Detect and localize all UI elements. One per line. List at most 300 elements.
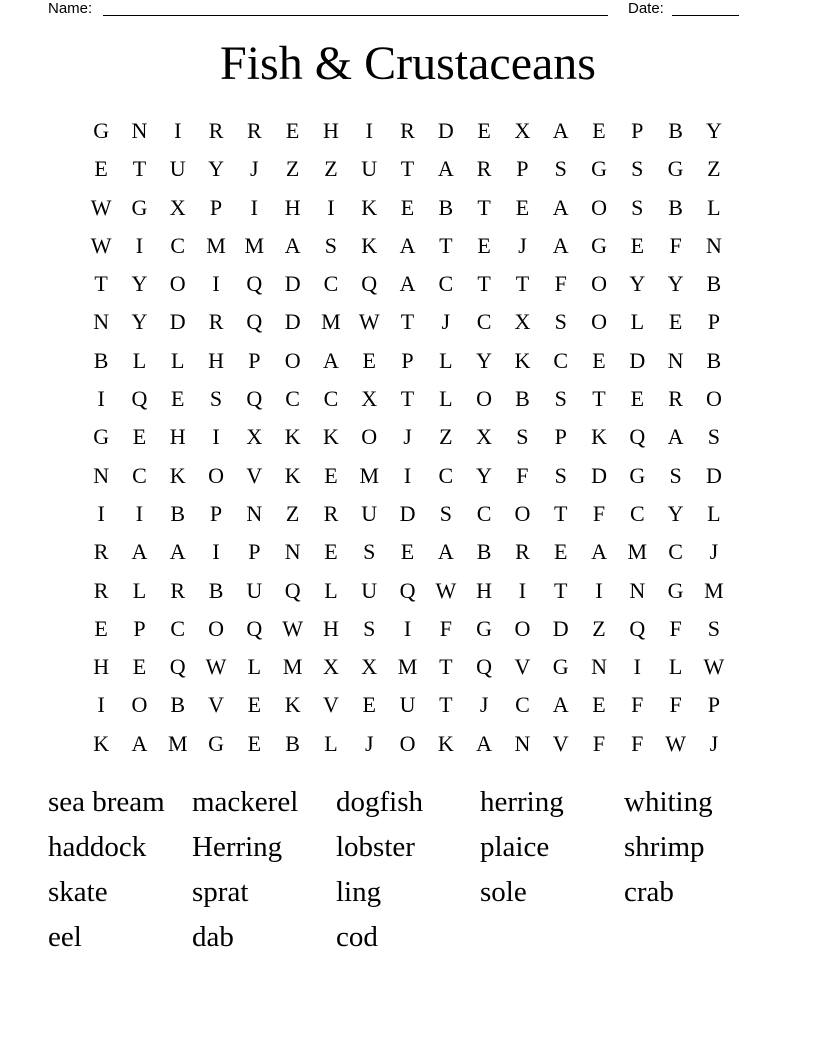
grid-letter: L (707, 500, 721, 526)
grid-letter: A (131, 539, 148, 565)
grid-letter: O (399, 730, 416, 756)
grid-letter: M (397, 654, 418, 680)
grid-letter: J (709, 539, 719, 565)
grid-letter: O (476, 386, 493, 412)
grid-letter: H (284, 194, 301, 220)
grid-letter: E (132, 654, 147, 680)
grid-letter: A (322, 347, 339, 373)
grid-letter: U (399, 692, 416, 718)
grid-letter: F (439, 615, 452, 641)
grid-letter: A (284, 232, 301, 258)
grid-letter: N (667, 347, 684, 373)
grid-letter: A (476, 730, 493, 756)
grid-letter: B (93, 347, 109, 373)
grid-letter: W (665, 730, 686, 756)
grid-letter: B (706, 271, 722, 297)
grid-letter: H (93, 654, 110, 680)
grid-letter: G (208, 730, 224, 756)
grid-letter: C (170, 615, 186, 641)
grid-letter: G (131, 194, 148, 220)
grid-letter: F (631, 730, 644, 756)
grid-letter: T (94, 271, 108, 297)
grid-letter: I (327, 194, 335, 220)
grid-letter: T (439, 232, 453, 258)
grid-letter: N (591, 654, 607, 680)
grid-letter: T (592, 386, 606, 412)
word-bank-item: sole (480, 876, 527, 908)
grid-letter: J (441, 309, 451, 335)
grid-row (82, 303, 733, 341)
grid-letter: P (248, 539, 261, 565)
grid-letter: Q (629, 424, 646, 450)
grid-letter: V (552, 730, 569, 756)
grid-letter: V (246, 462, 263, 488)
grid-letter: I (250, 194, 258, 220)
word-bank-item: sea bream (48, 786, 165, 818)
grid-letter: K (93, 730, 110, 756)
grid-letter: E (630, 386, 645, 412)
grid-letter: Q (246, 309, 263, 335)
grid-letter: S (631, 194, 644, 220)
grid-row (82, 342, 733, 380)
grid-letter: O (591, 309, 607, 335)
grid-letter: O (361, 424, 378, 450)
grid-letter: R (93, 577, 109, 603)
grid-letter: E (362, 347, 376, 373)
grid-letter: Q (246, 386, 263, 412)
grid-letter: R (246, 118, 262, 143)
grid-letter: X (322, 654, 339, 680)
grid-row (82, 457, 733, 495)
grid-letter: T (477, 271, 491, 297)
grid-letter: E (247, 730, 262, 756)
page-title: Fish & Crustaceans (220, 37, 596, 90)
grid-letter: V (208, 692, 224, 718)
grid-letter: G (552, 654, 569, 680)
grid-letter: F (631, 692, 644, 718)
grid-letter: Q (246, 271, 263, 297)
grid-letter: I (174, 118, 182, 143)
grid-letter: R (515, 539, 530, 565)
grid-letter: F (669, 692, 682, 718)
grid-letter: P (401, 347, 414, 373)
grid-letter: L (171, 347, 185, 373)
grid-letter: H (322, 118, 339, 143)
grid-letter: R (668, 386, 683, 412)
grid-letter: E (171, 386, 185, 412)
word-bank-item: mackerel (192, 786, 299, 818)
grid-letter: Q (399, 577, 416, 603)
grid-letter: C (629, 500, 645, 526)
grid-letter: P (554, 424, 567, 450)
grid-letter: E (592, 692, 606, 718)
grid-letter: T (515, 271, 530, 297)
grid-letter: V (514, 654, 531, 680)
grid-letter: D (705, 462, 722, 488)
grid-letter: K (284, 424, 301, 450)
grid-letter: C (553, 347, 569, 373)
grid-letter: V (322, 692, 339, 718)
grid-letter: G (629, 462, 646, 488)
grid-letter: Z (285, 500, 300, 526)
grid-letter: C (668, 539, 683, 565)
grid-row (82, 418, 733, 456)
grid-letter: Q (361, 271, 378, 297)
grid-letter: M (359, 462, 379, 488)
grid-letter: D (169, 309, 186, 335)
word-bank-item: whiting (624, 786, 713, 818)
grid-letter: B (706, 347, 722, 373)
grid-letter: Q (629, 615, 646, 641)
grid-letter: E (553, 539, 568, 565)
grid-letter: P (133, 615, 146, 641)
grid-letter: G (476, 615, 493, 641)
grid-letter: E (592, 118, 606, 143)
grid-letter: K (322, 424, 339, 450)
grid-letter: S (554, 156, 567, 182)
word-bank-item: sprat (192, 876, 249, 908)
word-bank-item: dogfish (336, 786, 423, 818)
grid-letter: A (169, 539, 186, 565)
grid-letter: I (97, 500, 105, 526)
grid-letter: E (477, 232, 491, 258)
grid-letter: I (403, 462, 412, 488)
grid-letter: X (246, 424, 263, 450)
grid-row (82, 533, 733, 571)
grid-letter: I (135, 232, 144, 258)
grid-letter: B (668, 118, 683, 143)
grid-letter: E (132, 424, 147, 450)
word-bank-item: lobster (336, 831, 415, 863)
grid-letter: S (669, 462, 682, 488)
grid-letter: O (591, 194, 607, 220)
grid-letter: A (437, 156, 454, 182)
grid-letter: S (516, 424, 529, 450)
word-bank-item: ling (336, 876, 382, 908)
grid-letter: I (212, 424, 220, 450)
grid-letter: Y (131, 309, 148, 335)
grid-letter: R (170, 577, 186, 603)
grid-letter: O (208, 462, 224, 488)
grid-row (82, 227, 733, 265)
grid-letter: A (591, 539, 607, 565)
grid-letter: A (552, 118, 569, 143)
grid-letter: P (707, 309, 721, 335)
grid-letter: B (476, 539, 492, 565)
grid-letter: I (212, 271, 220, 297)
grid-letter: C (476, 500, 492, 526)
grid-row (82, 495, 733, 533)
grid-letter: T (400, 386, 415, 412)
grid-letter: E (592, 347, 606, 373)
grid-letter: D (552, 615, 569, 641)
word-bank-item: plaice (480, 831, 550, 863)
grid-letter: U (246, 577, 263, 603)
grid-letter: E (362, 692, 376, 718)
grid-letter: A (399, 232, 416, 258)
grid-letter: L (439, 347, 453, 373)
grid-letter: Y (131, 271, 148, 297)
letter-grid (82, 112, 733, 763)
grid-letter: L (324, 730, 338, 756)
grid-row (82, 150, 733, 188)
grid-letter: K (284, 462, 301, 488)
grid-letter: I (633, 654, 641, 680)
word-bank-item: herring (480, 786, 564, 818)
grid-row (82, 189, 733, 227)
grid-letter: G (93, 424, 110, 450)
grid-letter: O (591, 271, 607, 297)
grid-letter: B (170, 500, 186, 526)
grid-letter: C (132, 462, 147, 488)
grid-letter: E (515, 194, 530, 220)
grid-letter: Z (285, 156, 300, 182)
grid-letter: X (514, 309, 531, 335)
grid-letter: W (205, 654, 227, 680)
grid-letter: S (554, 309, 567, 335)
word-bank-item: eel (48, 921, 82, 953)
grid-letter: Y (476, 347, 493, 373)
grid-letter: S (324, 232, 338, 258)
grid-letter: Z (439, 424, 453, 450)
grid-letter: N (246, 500, 263, 526)
grid-letter: D (284, 309, 301, 335)
grid-letter: L (247, 654, 262, 680)
grid-letter: E (630, 232, 645, 258)
grid-letter: Q (284, 577, 301, 603)
grid-letter: L (630, 309, 645, 335)
word-bank-item: Herring (192, 831, 283, 863)
grid-letter: M (244, 232, 265, 258)
grid-letter: T (477, 194, 491, 220)
grid-letter: M (282, 654, 303, 680)
grid-letter: A (552, 194, 569, 220)
grid-letter: R (93, 539, 109, 565)
grid-letter: B (668, 194, 683, 220)
grid-letter: N (514, 730, 531, 756)
grid-letter: A (552, 692, 569, 718)
grid-letter: F (669, 232, 682, 258)
grid-letter: O (705, 386, 722, 412)
worksheet-header (48, 0, 748, 20)
grid-letter: O (169, 271, 186, 297)
grid-letter: E (324, 539, 338, 565)
grid-letter: K (361, 194, 378, 220)
grid-row (82, 648, 733, 686)
grid-letter: C (438, 271, 454, 297)
grid-letter: B (170, 692, 186, 718)
word-bank-item: haddock (48, 831, 147, 863)
grid-letter: T (553, 500, 568, 526)
grid-letter: T (400, 309, 415, 335)
grid-letter: D (284, 271, 301, 297)
grid-letter: K (514, 347, 531, 373)
grid-letter: E (477, 118, 491, 143)
grid-letter: M (206, 232, 226, 258)
grid-letter: J (518, 232, 527, 258)
grid-letter: U (169, 156, 186, 182)
grid-letter: I (403, 615, 412, 641)
grid-letter: R (476, 156, 492, 182)
grid-letter: Q (246, 615, 263, 641)
grid-letter: F (516, 462, 529, 488)
grid-letter: C (170, 232, 186, 258)
grid-letter: C (476, 309, 492, 335)
grid-letter: S (439, 500, 452, 526)
grid-letter: E (400, 539, 415, 565)
grid-letter: U (361, 577, 378, 603)
grid-letter: D (399, 500, 416, 526)
grid-letter: D (591, 462, 607, 488)
grid-letter: T (553, 577, 568, 603)
grid-letter: C (438, 462, 454, 488)
grid-letter: G (93, 118, 110, 143)
grid-letter: M (627, 539, 648, 565)
grid-letter: E (285, 118, 300, 143)
grid-letter: T (400, 156, 415, 182)
grid-letter: W (90, 194, 112, 220)
grid-letter: N (629, 577, 646, 603)
grid-letter: U (361, 156, 378, 182)
grid-letter: T (439, 692, 453, 718)
grid-letter: C (323, 271, 339, 297)
grid-letter: F (592, 730, 606, 756)
grid-letter: Y (667, 271, 684, 297)
name-label: Name: (48, 0, 93, 17)
grid-letter: B (285, 730, 300, 756)
grid-row (82, 380, 733, 418)
word-bank (48, 780, 768, 960)
grid-letter: S (209, 386, 223, 412)
grid-letter: I (97, 386, 105, 412)
grid-letter: W (90, 232, 112, 258)
grid-letter: L (668, 654, 683, 680)
grid-letter: L (707, 194, 721, 220)
grid-letter: P (516, 156, 529, 182)
grid-letter: F (669, 615, 682, 641)
word-bank-item: crab (624, 876, 674, 908)
grid-letter: P (248, 347, 261, 373)
grid-letter: K (169, 462, 186, 488)
grid-letter: S (631, 156, 644, 182)
grid-letter: F (592, 500, 606, 526)
grid-letter: X (514, 118, 531, 143)
grid-letter: N (705, 232, 722, 258)
grid-letter: B (515, 386, 530, 412)
grid-letter: Z (592, 615, 606, 641)
grid-letter: W (282, 615, 304, 641)
grid-letter: I (518, 577, 527, 603)
grid-letter: K (591, 424, 607, 450)
grid-letter: B (438, 194, 454, 220)
grid-letter: P (631, 118, 644, 143)
grid-letter: P (209, 500, 223, 526)
grid-letter: X (361, 386, 378, 412)
grid-letter: J (364, 730, 374, 756)
grid-letter: E (400, 194, 415, 220)
grid-letter: E (668, 309, 683, 335)
grid-letter: E (94, 156, 108, 182)
word-bank-item: dab (192, 921, 234, 953)
grid-letter: A (131, 730, 148, 756)
grid-letter: E (247, 692, 262, 718)
grid-letter: I (135, 500, 144, 526)
grid-row (82, 572, 733, 610)
grid-letter: G (667, 156, 684, 182)
grid-letter: U (361, 500, 378, 526)
grid-row (82, 686, 733, 724)
grid-letter: N (93, 462, 110, 488)
grid-letter: T (132, 156, 147, 182)
grid-letter: Z (707, 156, 721, 182)
grid-letter: S (363, 615, 376, 641)
grid-letter: P (209, 194, 223, 220)
grid-letter: A (437, 539, 454, 565)
grid-letter: G (591, 232, 607, 258)
grid-letter: Z (324, 156, 338, 182)
grid-letter: N (284, 539, 301, 565)
grid-letter: A (552, 232, 569, 258)
grid-letter: H (169, 424, 186, 450)
grid-letter: I (97, 692, 105, 718)
date-blank-line (672, 15, 739, 16)
grid-letter: H (476, 577, 493, 603)
grid-letter: N (131, 118, 148, 143)
grid-letter: N (93, 309, 110, 335)
grid-letter: R (400, 118, 415, 143)
grid-letter: Y (629, 271, 646, 297)
word-bank-item: skate (48, 876, 108, 908)
grid-letter: E (324, 462, 338, 488)
grid-row (82, 725, 733, 763)
date-label: Date: (628, 0, 664, 17)
grid-letter: Q (476, 654, 493, 680)
name-blank-line (103, 15, 608, 16)
grid-letter: K (437, 730, 454, 756)
grid-letter: J (250, 156, 259, 182)
grid-letter: L (439, 386, 453, 412)
grid-letter: W (435, 577, 457, 603)
grid-letter: K (284, 692, 301, 718)
grid-row (82, 265, 733, 303)
grid-letter: W (358, 309, 380, 335)
grid-letter: G (591, 156, 607, 182)
grid-letter: S (554, 386, 567, 412)
grid-letter: C (285, 386, 300, 412)
grid-letter: T (439, 654, 453, 680)
grid-letter: S (363, 539, 376, 565)
grid-letter: C (323, 386, 339, 412)
grid-letter: R (208, 118, 224, 143)
word-bank-item: shrimp (624, 831, 705, 863)
grid-letter: C (515, 692, 530, 718)
grid-letter: B (208, 577, 224, 603)
grid-letter: M (167, 730, 188, 756)
grid-letter: Y (667, 500, 684, 526)
grid-letter: Y (208, 156, 224, 182)
grid-letter: I (365, 118, 373, 143)
grid-letter: Q (131, 386, 148, 412)
grid-letter: S (707, 615, 721, 641)
grid-letter: J (479, 692, 489, 718)
grid-letter: Y (476, 462, 493, 488)
grid-letter: M (321, 309, 341, 335)
grid-letter: F (554, 271, 567, 297)
grid-letter: X (361, 654, 378, 680)
grid-letter: D (629, 347, 646, 373)
grid-letter: P (707, 692, 721, 718)
grid-letter: I (595, 577, 603, 603)
